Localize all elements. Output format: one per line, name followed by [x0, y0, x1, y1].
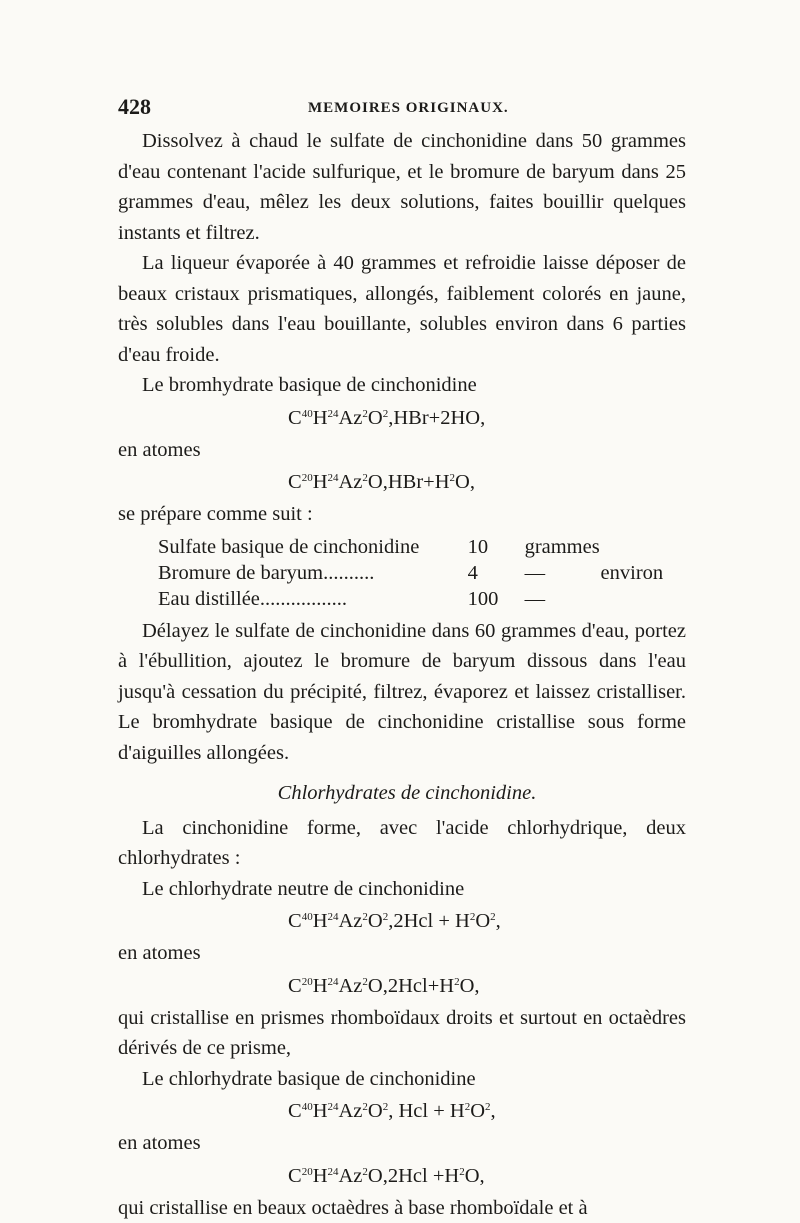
- recipe-row: Bromure de baryum.......... 4 — environ: [158, 560, 686, 586]
- recipe-row: Sulfate basique de cinchonidine 10 grammes: [158, 534, 686, 560]
- paragraph: Délayez le sulfate de cinchonidine dans 60 grammes d'eau, portez à l'ébullition, ajoutez le bromure de baryum dissous dans l'eau jusqu'à cessation du précipité, filtrez, évaporez et laissez cristalliser. Le bromhydrate basique de cinchonidine cristallise sous forme d'aiguilles allongées.: [118, 616, 686, 769]
- formula-chlorhydrate-basique-equivalents: $C^{40}H^{24}Az^2O^2$, Hcl + $H^2O^2$,: [118, 1094, 686, 1128]
- paragraph: La cinchonidine forme, avec l'acide chlorhydrique, deux chlorhydrates :: [118, 813, 686, 874]
- paragraph: La liqueur évaporée à 40 grammes et refroidie laisse déposer de beaux cristaux prismatiques, allongés, faiblement colorés en jaune, très solubles dans l'eau bouillante, solubles environ dans 6 parties d'eau froide.: [118, 248, 686, 370]
- running-title: MEMOIRES ORIGINAUX.: [308, 100, 509, 117]
- page-body: [118, 126, 686, 1223]
- paragraph: qui cristallise en beaux octaèdres à base rhomboïdale et à: [118, 1193, 686, 1223]
- page-number: 428: [118, 94, 151, 120]
- paragraph: Le chlorhydrate basique de cinchonidine: [118, 1064, 686, 1095]
- paragraph: Le bromhydrate basique de cinchonidine: [118, 370, 686, 401]
- paragraph: en atomes: [118, 435, 686, 466]
- paragraph: en atomes: [118, 938, 686, 969]
- recipe-row: Eau distillée................. 100 —: [158, 586, 686, 612]
- paragraph: qui cristallise en prismes rhomboïdaux droits et surtout en octaèdres dérivés de ce prisme,: [118, 1003, 686, 1064]
- formula-chlorhydrate-neutre-atoms: $C^{20}H^{24}Az^2O,2Hcl+H^2O$,: [118, 969, 686, 1003]
- formula-chlorhydrate-neutre-equivalents: $C^{40}H^{24}Az^2O^2,2Hcl + H^2O^2$,: [118, 904, 686, 938]
- formula-chlorhydrate-basique-atoms: $C^{20}H^{24}Az^2O,2Hcl +H^2O$,: [118, 1159, 686, 1193]
- page-header: [118, 94, 698, 124]
- recipe-table: [158, 534, 686, 612]
- paragraph: se prépare comme suit :: [118, 499, 686, 530]
- paragraph: Le chlorhydrate neutre de cinchonidine: [118, 874, 686, 905]
- formula-bromhydrate-atoms: $C^{20}H^{24}Az^2O,HBr+H^2O$,: [118, 465, 686, 499]
- section-heading: Chlorhydrates de cinchonidine.: [118, 778, 686, 809]
- formula-bromhydrate-equivalents: $C^{40}H^{24}Az^2O^2,HBr+2HO$,: [118, 401, 686, 435]
- paragraph: en atomes: [118, 1128, 686, 1159]
- paragraph: Dissolvez à chaud le sulfate de cinchonidine dans 50 grammes d'eau contenant l'acide sulfurique, et le bromure de baryum dans 25 grammes d'eau, mêlez les deux solutions, faites bouillir quelques instants et filtrez.: [118, 126, 686, 248]
